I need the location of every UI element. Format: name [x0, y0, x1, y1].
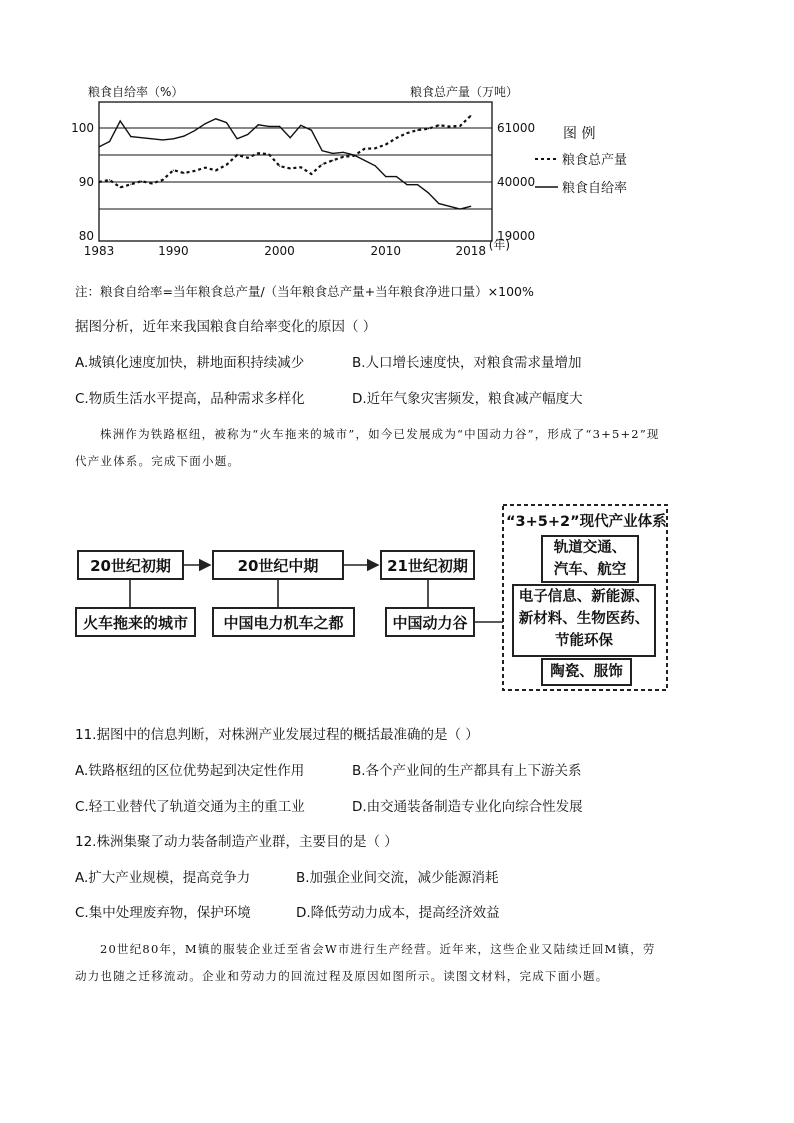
self-sufficiency-point: [268, 126, 269, 127]
self-sufficiency-point: [311, 130, 312, 131]
total-output-point: [226, 164, 227, 165]
total-output-point: [364, 148, 365, 149]
total-output-point: [141, 181, 142, 182]
option-d: D.近年气象灾害频发，粮食减产幅度大: [352, 391, 583, 407]
x-tick-label: 1990: [158, 244, 189, 258]
self-sufficiency-point: [396, 176, 397, 177]
self-sufficiency-point: [417, 184, 418, 185]
total-output-point: [162, 179, 163, 180]
total-output-point: [396, 137, 397, 138]
self-sufficiency-point: [226, 122, 227, 123]
y-left-tick-label: 80: [78, 229, 94, 243]
self-sufficiency-point: [130, 136, 131, 137]
industry-line: 陶瓷、服饰: [550, 664, 623, 680]
y-right-axis-title: 粮食总产量（万吨）: [410, 85, 519, 99]
x-tick-label: 2000: [264, 244, 295, 258]
self-sufficiency-point: [194, 130, 195, 131]
stage-desc: 中国动力谷: [392, 613, 468, 632]
self-sufficiency-point: [375, 165, 376, 166]
legend-item-self-sufficiency: 粮食自给率: [562, 181, 628, 196]
self-sufficiency-point: [258, 124, 259, 125]
total-output-point: [237, 154, 238, 155]
self-sufficiency-point: [162, 139, 163, 140]
total-output-point: [279, 166, 280, 167]
industry-system-title: “3+5+2”现代产业体系: [506, 514, 667, 530]
total-output-point: [311, 173, 312, 174]
option-a: A.城镇化速度加快，耕地面积持续减少: [75, 355, 305, 371]
y-left-tick-label: 90: [78, 175, 94, 189]
total-output-point: [332, 160, 333, 161]
self-sufficiency-point: [152, 138, 153, 139]
x-tick-label: 2010: [370, 244, 402, 258]
series-line-total-output: [99, 116, 471, 188]
option-c: C.物质生活水平提高，品种需求多样化: [75, 391, 305, 407]
self-sufficiency-point: [109, 141, 110, 142]
plot-frame: [99, 102, 492, 241]
legend-item-total-output: 粮食总产量: [562, 153, 628, 168]
diagram-connectors: [0, 500, 794, 700]
q12-option-a: A.扩大产业规模，提高竞争力: [75, 870, 251, 886]
self-sufficiency-point: [470, 206, 471, 207]
y-left-axis-title: 粮食自给率（%）: [88, 85, 184, 99]
self-sufficiency-point: [322, 150, 323, 151]
option-b: B.人口增长速度快，对粮食需求量增加: [352, 355, 582, 371]
industry-line: 电子信息、新能源、: [518, 589, 650, 605]
total-output-point: [343, 156, 344, 157]
total-output-point: [322, 164, 323, 165]
total-output-point: [438, 125, 439, 126]
self-sufficiency-point: [290, 137, 291, 138]
question-11-stem: 11.据图中的信息判断，对株洲产业发展过程的概括最准确的是（ ）: [75, 727, 479, 743]
y-right-tick-label: 19000: [497, 229, 536, 243]
q11-option-c: C.轻工业替代了轨道交通为主的重工业: [75, 799, 305, 815]
passage-garment-line1: 20世纪80年，M镇的服装企业迁至省会W市进行生产经营。近年来，这些企业又陆续迁回M镇，劳: [100, 942, 656, 956]
total-output-point: [300, 167, 301, 168]
total-output-point: [98, 181, 99, 182]
self-sufficiency-point: [449, 206, 450, 207]
stage-label: 21世纪初期: [387, 556, 468, 575]
total-output-point: [268, 154, 269, 155]
total-output-point: [194, 170, 195, 171]
total-output-point: [290, 168, 291, 169]
total-output-point: [353, 155, 354, 156]
q11-option-d: D.由交通装备制造专业化向综合性发展: [352, 799, 583, 815]
total-output-point: [258, 153, 259, 154]
food-chart: [0, 0, 794, 280]
industry-group-traditional: [541, 658, 632, 686]
self-sufficiency-point: [438, 203, 439, 204]
passage-zhuzhou-line1: 株洲作为铁路枢纽，被称为“火车拖来的城市”，如今已发展成为“中国动力谷”，形成了“3+5+2”现: [100, 427, 660, 441]
industry-line: 节能环保: [555, 633, 613, 649]
stage-desc: 火车拖来的城市: [82, 613, 188, 632]
total-output-point: [205, 167, 206, 168]
q11-option-a: A.铁路枢纽的区位优势起到决定性作用: [75, 763, 305, 779]
question-12-stem: 12.株洲集聚了动力装备制造产业群，主要目的是（ ）: [75, 834, 398, 850]
self-sufficiency-point: [205, 123, 206, 124]
series-line-self-sufficiency: [99, 119, 471, 209]
self-sufficiency-point: [279, 126, 280, 127]
total-output-point: [215, 170, 216, 171]
self-sufficiency-point: [237, 138, 238, 139]
self-sufficiency-point: [98, 146, 99, 147]
y-right-tick-label: 40000: [497, 175, 536, 189]
self-sufficiency-point: [173, 138, 174, 139]
total-output-point: [417, 130, 418, 131]
stage-label: 20世纪初期: [90, 556, 171, 575]
total-output-point: [120, 187, 121, 188]
total-output-point: [152, 183, 153, 184]
q12-option-b: B.加强企业间交流，减少能源消耗: [296, 870, 499, 886]
self-sufficiency-point: [385, 176, 386, 177]
x-tick-label: 1983: [83, 244, 115, 258]
self-sufficiency-point: [364, 160, 365, 161]
total-output-point: [460, 125, 461, 126]
self-sufficiency-point: [120, 120, 121, 121]
industry-line: 轨道交通、: [553, 540, 627, 556]
passage-zhuzhou-line2: 代产业体系。完成下面小题。: [75, 454, 241, 468]
self-sufficiency-point: [183, 136, 184, 137]
industry-line: 汽车、航空: [553, 562, 627, 578]
total-output-point: [109, 179, 110, 180]
self-sufficiency-point: [141, 137, 142, 138]
total-output-point: [375, 148, 376, 149]
y-left-tick-label: 100: [71, 121, 94, 135]
total-output-point: [449, 126, 450, 127]
chart-note: 注：粮食自给率=当年粮食总产量/（当年粮食总产量+当年粮食净进口量）×100%: [75, 284, 534, 299]
q12-option-c: C.集中处理废弃物，保护环境: [75, 905, 251, 921]
self-sufficiency-point: [343, 152, 344, 153]
x-axis-unit: (年): [488, 238, 511, 252]
q11-option-b: B.各个产业间的生产都具有上下游关系: [352, 763, 582, 779]
legend-title: 图 例: [563, 126, 596, 142]
total-output-point: [385, 144, 386, 145]
question-stem: 据图分析，近年来我国粮食自给率变化的原因（ ）: [75, 319, 377, 335]
y-right-tick-label: 61000: [497, 121, 536, 135]
total-output-point: [428, 128, 429, 129]
total-output-point: [406, 133, 407, 134]
q12-option-d: D.降低劳动力成本，提高经济效益: [296, 905, 500, 921]
self-sufficiency-point: [460, 208, 461, 209]
self-sufficiency-point: [215, 118, 216, 119]
total-output-point: [183, 172, 184, 173]
self-sufficiency-point: [406, 184, 407, 185]
total-output-point: [130, 184, 131, 185]
total-output-point: [247, 157, 248, 158]
stage-label: 20世纪中期: [237, 556, 319, 575]
self-sufficiency-point: [428, 192, 429, 193]
industry-group-transport: [541, 535, 639, 583]
passage-garment-line2: 动力也随之迁移流动。企业和劳动力的回流过程及原因如图所示。读图文材料，完成下面小题。: [75, 969, 609, 983]
industry-group-emerging: [512, 584, 656, 657]
total-output-point: [470, 115, 471, 116]
stage-desc: 中国电力机车之都: [223, 613, 344, 632]
industry-line: 新材料、生物医药、: [518, 611, 650, 627]
self-sufficiency-point: [300, 125, 301, 126]
self-sufficiency-point: [332, 153, 333, 154]
x-tick-label: 2018: [455, 244, 487, 258]
self-sufficiency-point: [247, 134, 248, 135]
total-output-point: [173, 170, 174, 171]
